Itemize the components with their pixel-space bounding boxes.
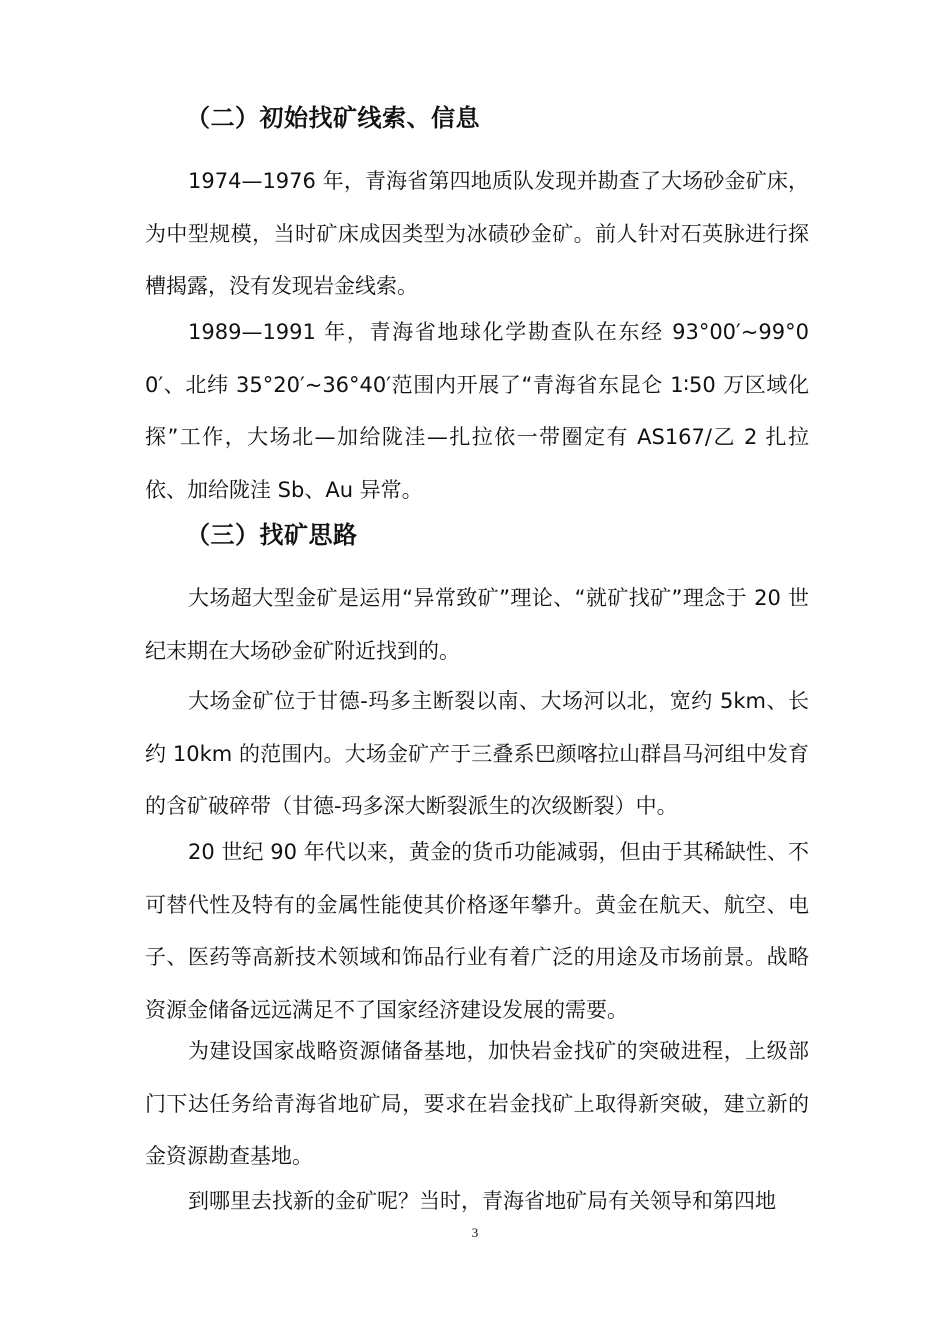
section-heading-initial-clues: （二）初始找矿线索、信息 — [186, 104, 480, 132]
paragraph-strategic-reserve: 为建设国家战略资源储备基地，加快岩金找矿的突破进程，上级部门下达任务给青海省地矿局，要求在岩金找矿上取得新突破，建立新的金资源勘查基地。 — [145, 1039, 809, 1168]
paragraph-gold-value: 20 世纪 90 年代以来，黄金的货币功能减弱，但由于其稀缺性、不可替代性及特有的金属性能使其价格逐年攀升。黄金在航天、航空、电子、医药等高新技术领域和饰品行业有着广泛的用途及市场前景。战略资源金储备远远满足不了国家经济建设发展的需要。 — [145, 840, 809, 1022]
paragraph-anomaly-theory: 大场超大型金矿是运用“异常致矿”理论、“就矿找矿”理念于 20 世纪末期在大场砂金矿附近找到的。 — [145, 586, 809, 663]
page-number: 3 — [471, 1225, 479, 1240]
paragraph-placer-deposit-discovery: 1974—1976 年，青海省第四地质队发现并勘查了大场砂金矿床，为中型规模，当时矿床成因类型为冰碛砂金矿。前人针对石英脉进行探槽揭露，没有发现岩金线索。 — [145, 169, 809, 298]
paragraph-deposit-location: 大场金矿位于甘德-玛多主断裂以南、大场河以北，宽约 5km、长约 10km 的范围内。大场金矿产于三叠系巴颜喀拉山群昌马河组中发育的含矿破碎带（甘德-玛多深大断裂派生的次级断裂）中。 — [145, 689, 809, 818]
paragraph-search-question: 到哪里去找新的金矿呢？当时，青海省地矿局有关领导和第四地 — [188, 1189, 776, 1213]
paragraph-geochemical-survey: 1989—1991 年，青海省地球化学勘查队在东经 93°00′~99°00′、北纬 35°20′~36°40′范围内开展了“青海省东昆仑 1∶50 万区域化探”工作，大场北—加给陇洼—扎拉依一带圈定有 AS167/乙 2 扎拉依、加给陇洼 Sb、Au 异常。 — [145, 320, 809, 502]
section-heading-prospecting-approach: （三）找矿思路 — [186, 521, 358, 549]
